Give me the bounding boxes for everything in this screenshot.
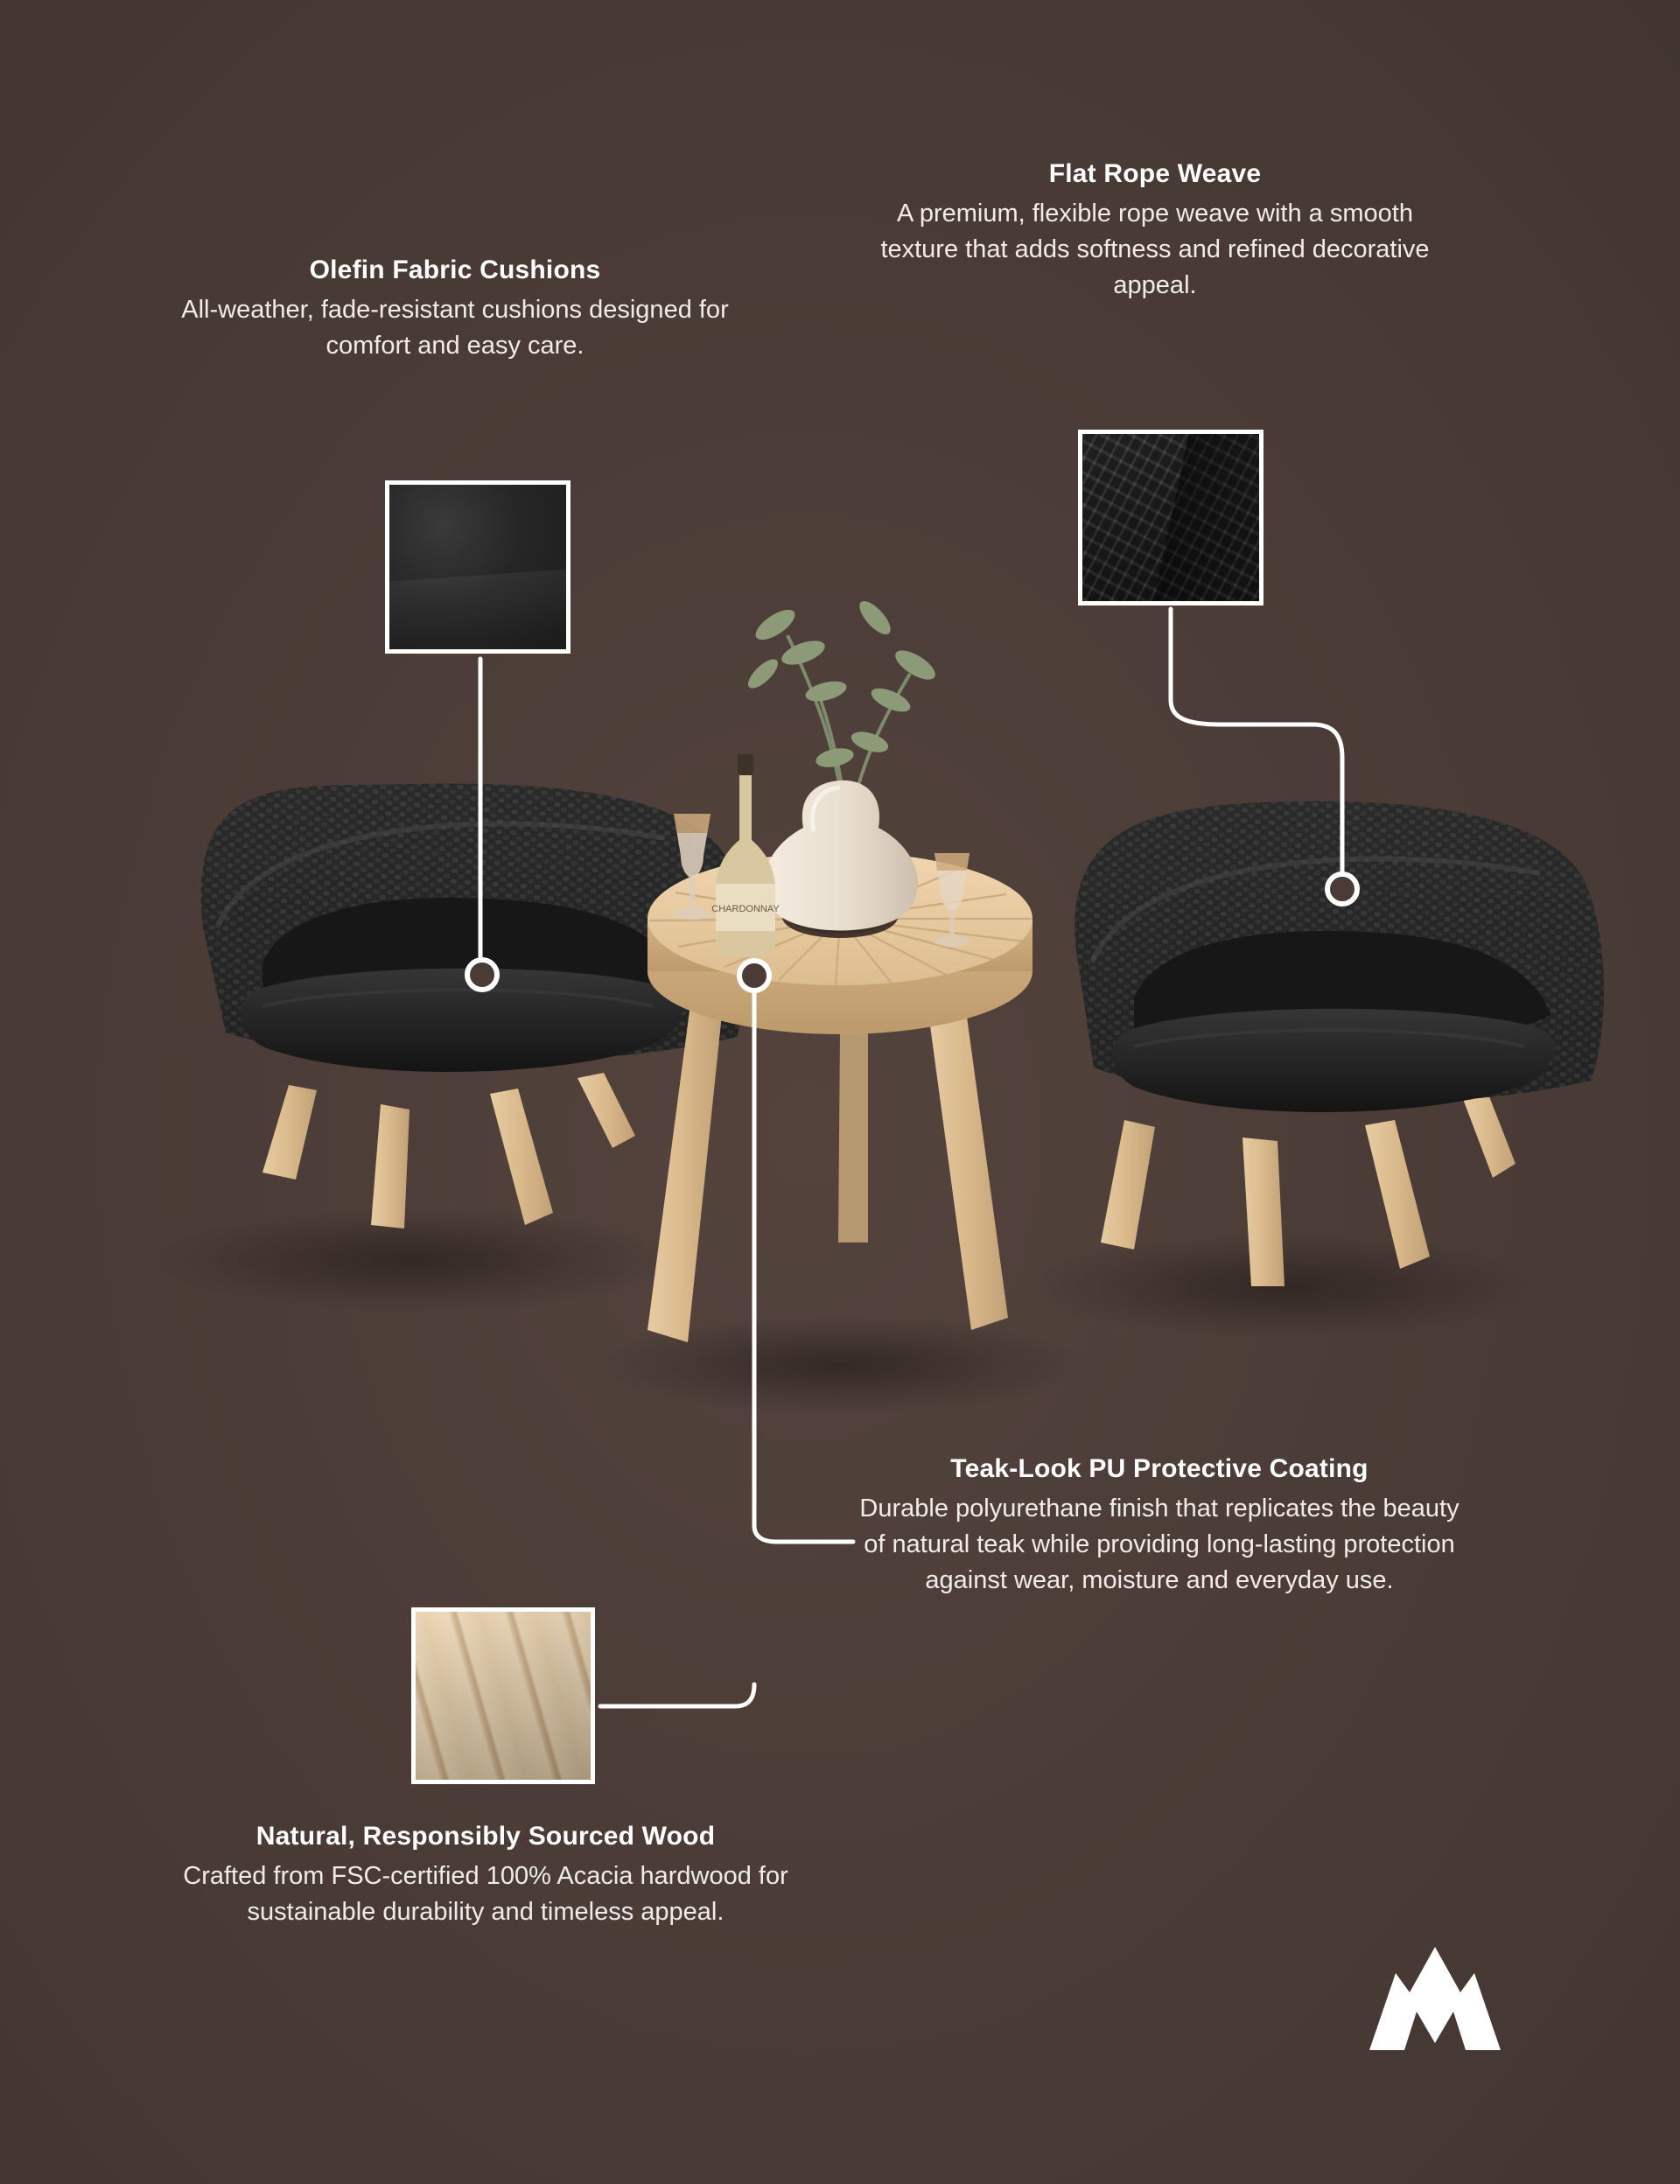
callout-description: Durable polyurethane finish that replicates the beauty of natural teak while providing long-lasting protection against wear, moisture and everyday use. (859, 1494, 1460, 1594)
callout-title: Natural, Responsibly Sourced Wood (256, 1822, 716, 1851)
svg-text:CHARDONNAY: CHARDONNAY (711, 904, 780, 914)
callout-description: Crafted from FSC-certified 100% Acacia hardwood for sustainable durability and timeless appeal. (183, 1861, 788, 1926)
callout-teak-look-pu-protective-coating (853, 1452, 1466, 1599)
callout-title: Flat Rope Weave (1048, 159, 1262, 188)
callout-flat-rope-weave (875, 158, 1435, 304)
wood-grain-swatch (411, 1607, 595, 1784)
callout-title: Olefin Fabric Cushions (309, 256, 601, 284)
callout-olefin-fabric-cushions (175, 254, 735, 364)
callout-natural-responsibly-sourced-wood (131, 1820, 840, 1930)
callout-description: A premium, flexible rope weave with a smooth texture that adds softness and refined decorative appeal. (880, 199, 1430, 299)
rope-weave-swatch (1078, 430, 1264, 606)
callout-title: Teak-Look PU Protective Coating (950, 1454, 1368, 1483)
wood-grain-shading (416, 1612, 591, 1780)
crown-logo (1369, 1947, 1501, 2065)
callout-description: All-weather, fade-resistant cushions designed for comfort and easy care. (181, 295, 729, 360)
cushion-fabric-sheen (385, 567, 570, 648)
cushion-fabric-swatch (385, 480, 570, 654)
